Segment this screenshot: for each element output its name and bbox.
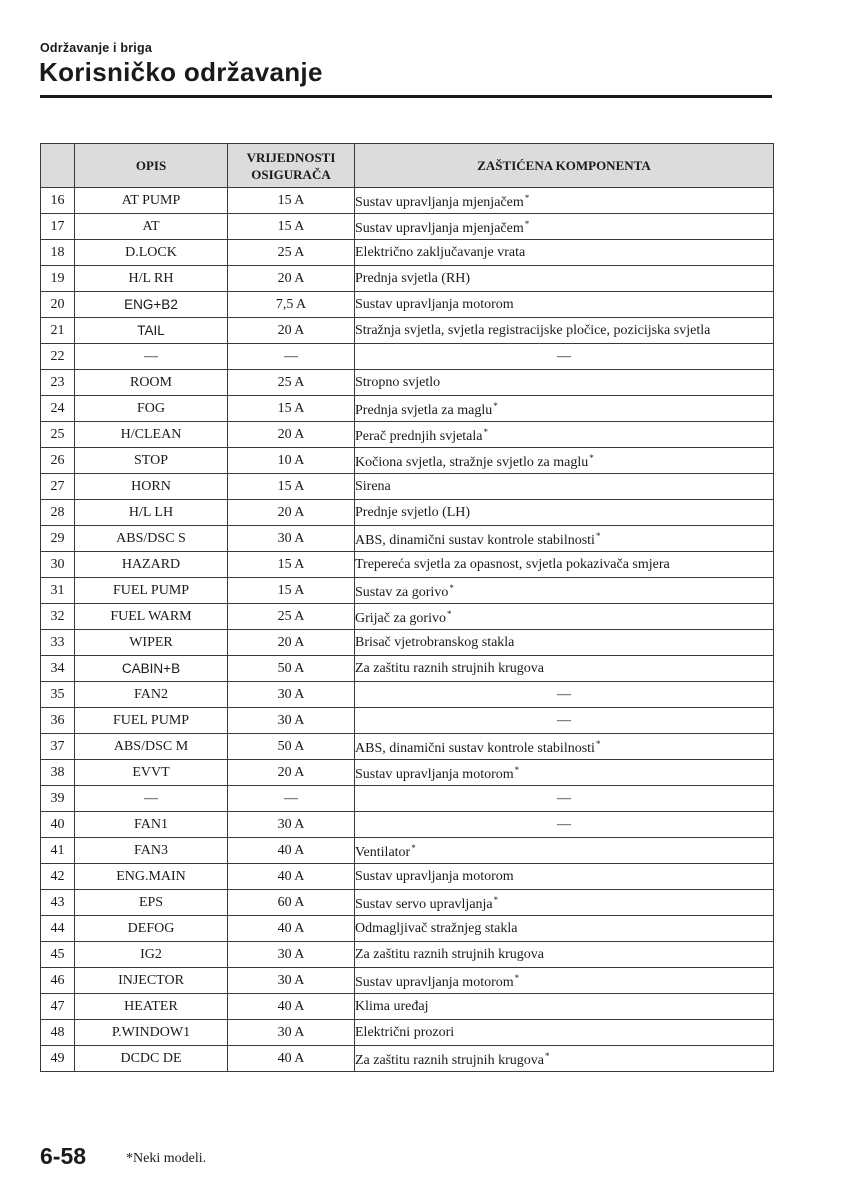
fuse-description: STOP [75, 448, 228, 474]
table-row [41, 942, 774, 968]
table-row [41, 526, 774, 552]
fuse-rating: 40 A [228, 838, 355, 864]
page-number: 6-58 [40, 1143, 87, 1169]
fuse-rating: 50 A [228, 656, 355, 682]
protected-component [355, 942, 774, 968]
footnote-marker: * [446, 609, 452, 619]
protected-component-text: — [557, 712, 571, 728]
fuse-number: 25 [41, 422, 75, 448]
fuse-description: — [75, 786, 228, 812]
protected-component-text: Klima uređaj [355, 998, 429, 1014]
fuse-number: 44 [41, 916, 75, 942]
fuse-rating: 30 A [228, 968, 355, 994]
fuse-number: 19 [41, 266, 75, 292]
table-row [41, 734, 774, 760]
fuse-table-body [41, 188, 774, 1072]
fuse-rating: 60 A [228, 890, 355, 916]
table-row [41, 188, 774, 214]
fuse-rating: 30 A [228, 708, 355, 734]
protected-component [355, 526, 774, 552]
fuse-description: FOG [75, 396, 228, 422]
fuse-number: 22 [41, 344, 75, 370]
fuse-rating: 30 A [228, 682, 355, 708]
protected-component [355, 1020, 774, 1046]
header-fuse-values [228, 144, 355, 188]
footnote-marker: * [524, 219, 530, 229]
fuse-rating: 30 A [228, 526, 355, 552]
protected-component [355, 786, 774, 812]
fuse-rating: 10 A [228, 448, 355, 474]
protected-component-text: Stropno svjetlo [355, 374, 441, 390]
table-row [41, 760, 774, 786]
table-row [41, 292, 774, 318]
table-row [41, 604, 774, 630]
fuse-rating: 15 A [228, 578, 355, 604]
protected-component [355, 1046, 774, 1072]
fuse-rating: 20 A [228, 760, 355, 786]
fuse-description: ROOM [75, 370, 228, 396]
fuse-number: 46 [41, 968, 75, 994]
fuse-number: 20 [41, 292, 75, 318]
table-row [41, 916, 774, 942]
table-header-row [41, 144, 774, 188]
fuse-description: FUEL WARM [75, 604, 228, 630]
footnote-marker: * [411, 843, 416, 853]
fuse-number: 23 [41, 370, 75, 396]
fuse-rating: 15 A [228, 396, 355, 422]
protected-component [355, 214, 774, 240]
fuse-number: 26 [41, 448, 75, 474]
protected-component-text: Grijač za gorivo [355, 611, 446, 626]
fuse-description: INJECTOR [75, 968, 228, 994]
fuse-description: FUEL PUMP [75, 708, 228, 734]
footnote-marker: * [493, 401, 498, 411]
fuse-number: 32 [41, 604, 75, 630]
fuse-description: EPS [75, 890, 228, 916]
protected-component [355, 500, 774, 526]
table-row [41, 838, 774, 864]
fuse-description: — [75, 344, 228, 370]
protected-component-text: Sustav upravljanja motorom [355, 296, 514, 312]
table-row [41, 708, 774, 734]
fuse-description: FAN3 [75, 838, 228, 864]
table-row [41, 968, 774, 994]
fuse-description: FAN2 [75, 682, 228, 708]
table-row [41, 474, 774, 500]
fuse-description: ENG.MAIN [75, 864, 228, 890]
table-row [41, 266, 774, 292]
fuse-rating: — [228, 786, 355, 812]
protected-component [355, 890, 774, 916]
fuse-rating: 40 A [228, 994, 355, 1020]
fuse-rating: 20 A [228, 630, 355, 656]
table-row [41, 240, 774, 266]
fuse-rating: — [228, 344, 355, 370]
fuse-number: 38 [41, 760, 75, 786]
protected-component-text: Prednje svjetlo (LH) [355, 504, 471, 520]
protected-component-text: Za zaštitu raznih strujnih krugova [355, 660, 544, 676]
fuse-rating: 20 A [228, 318, 355, 344]
fuse-rating: 20 A [228, 266, 355, 292]
fuse-description: ENG+B2 [75, 292, 228, 318]
section-heading: Održavanje i briga [40, 41, 152, 55]
protected-component [355, 422, 774, 448]
fuse-description: P.WINDOW1 [75, 1020, 228, 1046]
fuse-rating: 15 A [228, 214, 355, 240]
fuse-description: HEATER [75, 994, 228, 1020]
protected-component [355, 630, 774, 656]
fuse-number: 30 [41, 552, 75, 578]
table-row [41, 422, 774, 448]
footnote-marker: * [595, 739, 601, 749]
protected-component [355, 188, 774, 214]
fuse-description: IG2 [75, 942, 228, 968]
table-row [41, 1020, 774, 1046]
fuse-rating: 25 A [228, 240, 355, 266]
fuse-description: AT PUMP [75, 188, 228, 214]
fuse-rating: 50 A [228, 734, 355, 760]
table-row [41, 500, 774, 526]
fuse-number: 34 [41, 656, 75, 682]
protected-component [355, 864, 774, 890]
fuse-number: 45 [41, 942, 75, 968]
fuse-rating: 15 A [228, 188, 355, 214]
table-row [41, 812, 774, 838]
fuse-number: 27 [41, 474, 75, 500]
fuse-number: 18 [41, 240, 75, 266]
protected-component-text: Sustav upravljanja motorom [355, 868, 514, 884]
protected-component-text: — [557, 348, 571, 364]
fuse-description: EVVT [75, 760, 228, 786]
fuse-rating: 15 A [228, 552, 355, 578]
fuse-number: 33 [41, 630, 75, 656]
protected-component-text: ABS, dinamični sustav kontrole stabilnosti [355, 533, 595, 548]
protected-component-text: Sustav upravljanja motorom [355, 767, 514, 782]
protected-component-text: Sirena [355, 478, 391, 494]
protected-component [355, 266, 774, 292]
fuse-number: 39 [41, 786, 75, 812]
footnote: *Neki modeli. [126, 1151, 207, 1166]
table-row [41, 1046, 774, 1072]
protected-component-text: Odmagljivač stražnjeg stakla [355, 920, 518, 936]
protected-component-text: — [557, 790, 571, 806]
fuse-rating: 30 A [228, 942, 355, 968]
header-protected-component: ZAŠTIĆENA KOMPONENTA [355, 144, 774, 188]
protected-component-text: — [557, 816, 571, 832]
fuse-rating: 40 A [228, 916, 355, 942]
fuse-rating: 20 A [228, 422, 355, 448]
fuse-number: 36 [41, 708, 75, 734]
fuse-description: HAZARD [75, 552, 228, 578]
fuse-number: 24 [41, 396, 75, 422]
protected-component-text: Kočiona svjetla, stražnje svjetlo za maglu [355, 455, 589, 470]
title-rule [40, 95, 772, 98]
fuse-number: 43 [41, 890, 75, 916]
header-fuse-values-line2: OSIGURAČA [251, 166, 331, 182]
table-row [41, 318, 774, 344]
footnote-marker: * [524, 193, 530, 203]
fuse-rating: 25 A [228, 370, 355, 396]
fuse-description: CABIN+B [75, 656, 228, 682]
protected-component-text: Prednja svjetla (RH) [355, 270, 471, 286]
footnote-marker: * [544, 1051, 550, 1061]
fuse-number: 17 [41, 214, 75, 240]
fuse-description: DEFOG [75, 916, 228, 942]
page-title: Korisničko održavanje [39, 57, 323, 87]
protected-component-text: Sustav za gorivo [355, 585, 449, 600]
protected-component [355, 344, 774, 370]
footnote-marker: * [483, 427, 489, 437]
table-row [41, 344, 774, 370]
table-row [41, 890, 774, 916]
protected-component-text: ABS, dinamični sustav kontrole stabilnosti [355, 741, 595, 756]
protected-component [355, 474, 774, 500]
protected-component [355, 734, 774, 760]
fuse-rating: 30 A [228, 812, 355, 838]
protected-component [355, 292, 774, 318]
protected-component [355, 968, 774, 994]
protected-component [355, 448, 774, 474]
protected-component [355, 604, 774, 630]
protected-component-text: Sustav servo upravljanja [355, 897, 493, 912]
protected-component-text: Brisač vjetrobranskog stakla [355, 634, 515, 650]
table-row [41, 656, 774, 682]
fuse-rating: 7,5 A [228, 292, 355, 318]
fuse-description: HORN [75, 474, 228, 500]
protected-component-text: Električno zaključavanje vrata [355, 244, 526, 260]
fuse-number: 42 [41, 864, 75, 890]
protected-component-text: Trepereća svjetla za opasnost, svjetla pokazivača smjera [355, 556, 670, 572]
protected-component [355, 838, 774, 864]
fuse-rating: 40 A [228, 1046, 355, 1072]
protected-component [355, 760, 774, 786]
protected-component-text: Za zaštitu raznih strujnih krugova [355, 946, 544, 962]
fuse-number: 16 [41, 188, 75, 214]
footnote-marker: * [514, 973, 520, 983]
header-number [41, 144, 75, 188]
fuse-description: D.LOCK [75, 240, 228, 266]
footnote-marker: * [514, 765, 520, 775]
protected-component [355, 370, 774, 396]
protected-component [355, 994, 774, 1020]
protected-component-text: Sustav upravljanja mjenjačem [355, 221, 524, 236]
footnote-marker: * [493, 895, 499, 905]
fuse-number: 21 [41, 318, 75, 344]
table-row [41, 864, 774, 890]
fuse-rating: 25 A [228, 604, 355, 630]
fuse-description: H/CLEAN [75, 422, 228, 448]
protected-component [355, 578, 774, 604]
protected-component [355, 318, 774, 344]
protected-component [355, 240, 774, 266]
table-row [41, 994, 774, 1020]
fuse-number: 28 [41, 500, 75, 526]
protected-component [355, 916, 774, 942]
footnote-marker: * [589, 453, 594, 463]
table-row [41, 578, 774, 604]
protected-component [355, 812, 774, 838]
table-row [41, 370, 774, 396]
protected-component-text: Sustav upravljanja mjenjačem [355, 195, 524, 210]
fuse-rating: 15 A [228, 474, 355, 500]
protected-component-text: Sustav upravljanja motorom [355, 975, 514, 990]
footnote-marker: * [449, 583, 454, 593]
protected-component-text: Ventilator [355, 845, 411, 860]
protected-component [355, 396, 774, 422]
fuse-rating: 30 A [228, 1020, 355, 1046]
fuse-number: 29 [41, 526, 75, 552]
fuse-number: 31 [41, 578, 75, 604]
table-row [41, 630, 774, 656]
fuse-description: FUEL PUMP [75, 578, 228, 604]
protected-component [355, 552, 774, 578]
fuse-description: H/L LH [75, 500, 228, 526]
protected-component-text: Električni prozori [355, 1024, 455, 1040]
fuse-number: 49 [41, 1046, 75, 1072]
protected-component [355, 656, 774, 682]
fuse-number: 37 [41, 734, 75, 760]
protected-component-text: Za zaštitu raznih strujnih krugova [355, 1053, 544, 1068]
fuse-table [40, 143, 774, 1072]
header-opis: OPIS [75, 144, 228, 188]
protected-component-text: — [557, 686, 571, 702]
fuse-rating: 40 A [228, 864, 355, 890]
table-row [41, 448, 774, 474]
protected-component-text: Stražnja svjetla, svjetla registracijske pločice, pozicijska svjetla [355, 322, 711, 338]
table-row [41, 396, 774, 422]
table-row [41, 682, 774, 708]
fuse-number: 40 [41, 812, 75, 838]
protected-component-text: Prednja svjetla za maglu [355, 403, 493, 418]
footnote-marker: * [595, 531, 601, 541]
protected-component [355, 682, 774, 708]
protected-component-text: Perač prednjih svjetala [355, 429, 483, 444]
table-row [41, 786, 774, 812]
protected-component [355, 708, 774, 734]
fuse-number: 35 [41, 682, 75, 708]
fuse-number: 48 [41, 1020, 75, 1046]
table-row [41, 552, 774, 578]
fuse-description: FAN1 [75, 812, 228, 838]
table-row [41, 214, 774, 240]
fuse-description: AT [75, 214, 228, 240]
fuse-description: WIPER [75, 630, 228, 656]
fuse-description: H/L RH [75, 266, 228, 292]
fuse-description: TAIL [75, 318, 228, 344]
fuse-description: DCDC DE [75, 1046, 228, 1072]
fuse-number: 47 [41, 994, 75, 1020]
fuse-description: ABS/DSC M [75, 734, 228, 760]
fuse-rating: 20 A [228, 500, 355, 526]
fuse-description: ABS/DSC S [75, 526, 228, 552]
header-fuse-values-line1: VRIJEDNOSTI [246, 149, 336, 165]
fuse-number: 41 [41, 838, 75, 864]
